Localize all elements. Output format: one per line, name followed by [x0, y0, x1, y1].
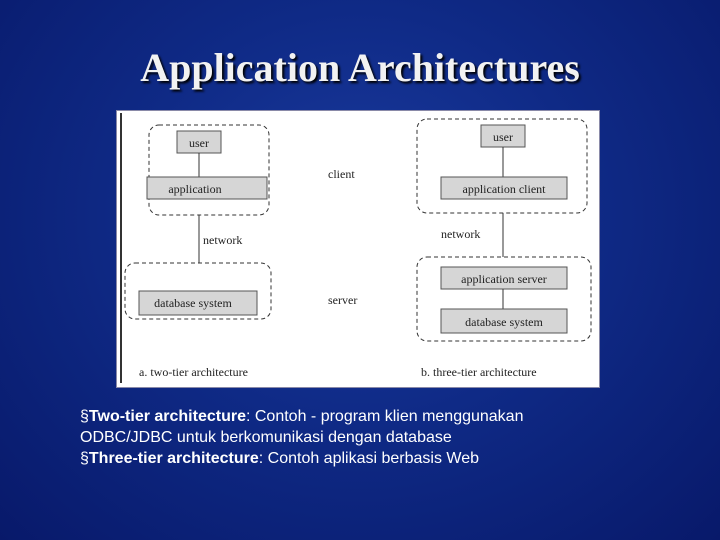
three-tier-database-label: database system: [465, 315, 543, 329]
note-line-2: ODBC/JDBC untuk berkomunikasi dengan database: [80, 429, 452, 446]
three-tier-app-client-label: application client: [462, 182, 546, 196]
server-tier-label: server: [328, 293, 358, 307]
notes-text: [80, 406, 690, 469]
bullet-icon: §: [80, 408, 89, 425]
two-tier-term: Two-tier architecture: [88, 408, 246, 425]
slide-title: Application Architectures: [140, 45, 580, 90]
client-tier-label: client: [328, 167, 355, 181]
three-tier-term: Three-tier architecture: [88, 450, 259, 467]
architecture-diagram-svg: [117, 111, 599, 387]
three-tier-network-label: network: [441, 227, 481, 241]
bullet-icon: §: [80, 450, 89, 467]
three-tier-caption: b. three-tier architecture: [421, 365, 537, 379]
two-tier-application-label: application: [168, 182, 222, 196]
two-tier-network-label: network: [203, 233, 243, 247]
three-tier-description: : Contoh aplikasi berbasis Web: [258, 450, 480, 467]
two-tier-database-label: database system: [154, 296, 232, 310]
two-tier-caption: a. two-tier architecture: [139, 365, 248, 379]
three-tier-user-label: user: [493, 130, 513, 144]
note-line-1: [80, 406, 690, 427]
three-tier-app-server-label: application server: [461, 272, 547, 286]
note-line-3: [80, 448, 690, 469]
architecture-diagram: [116, 110, 600, 388]
two-tier-user-label: user: [189, 136, 209, 150]
two-tier-description: : Contoh - program klien menggunakan: [245, 408, 524, 425]
